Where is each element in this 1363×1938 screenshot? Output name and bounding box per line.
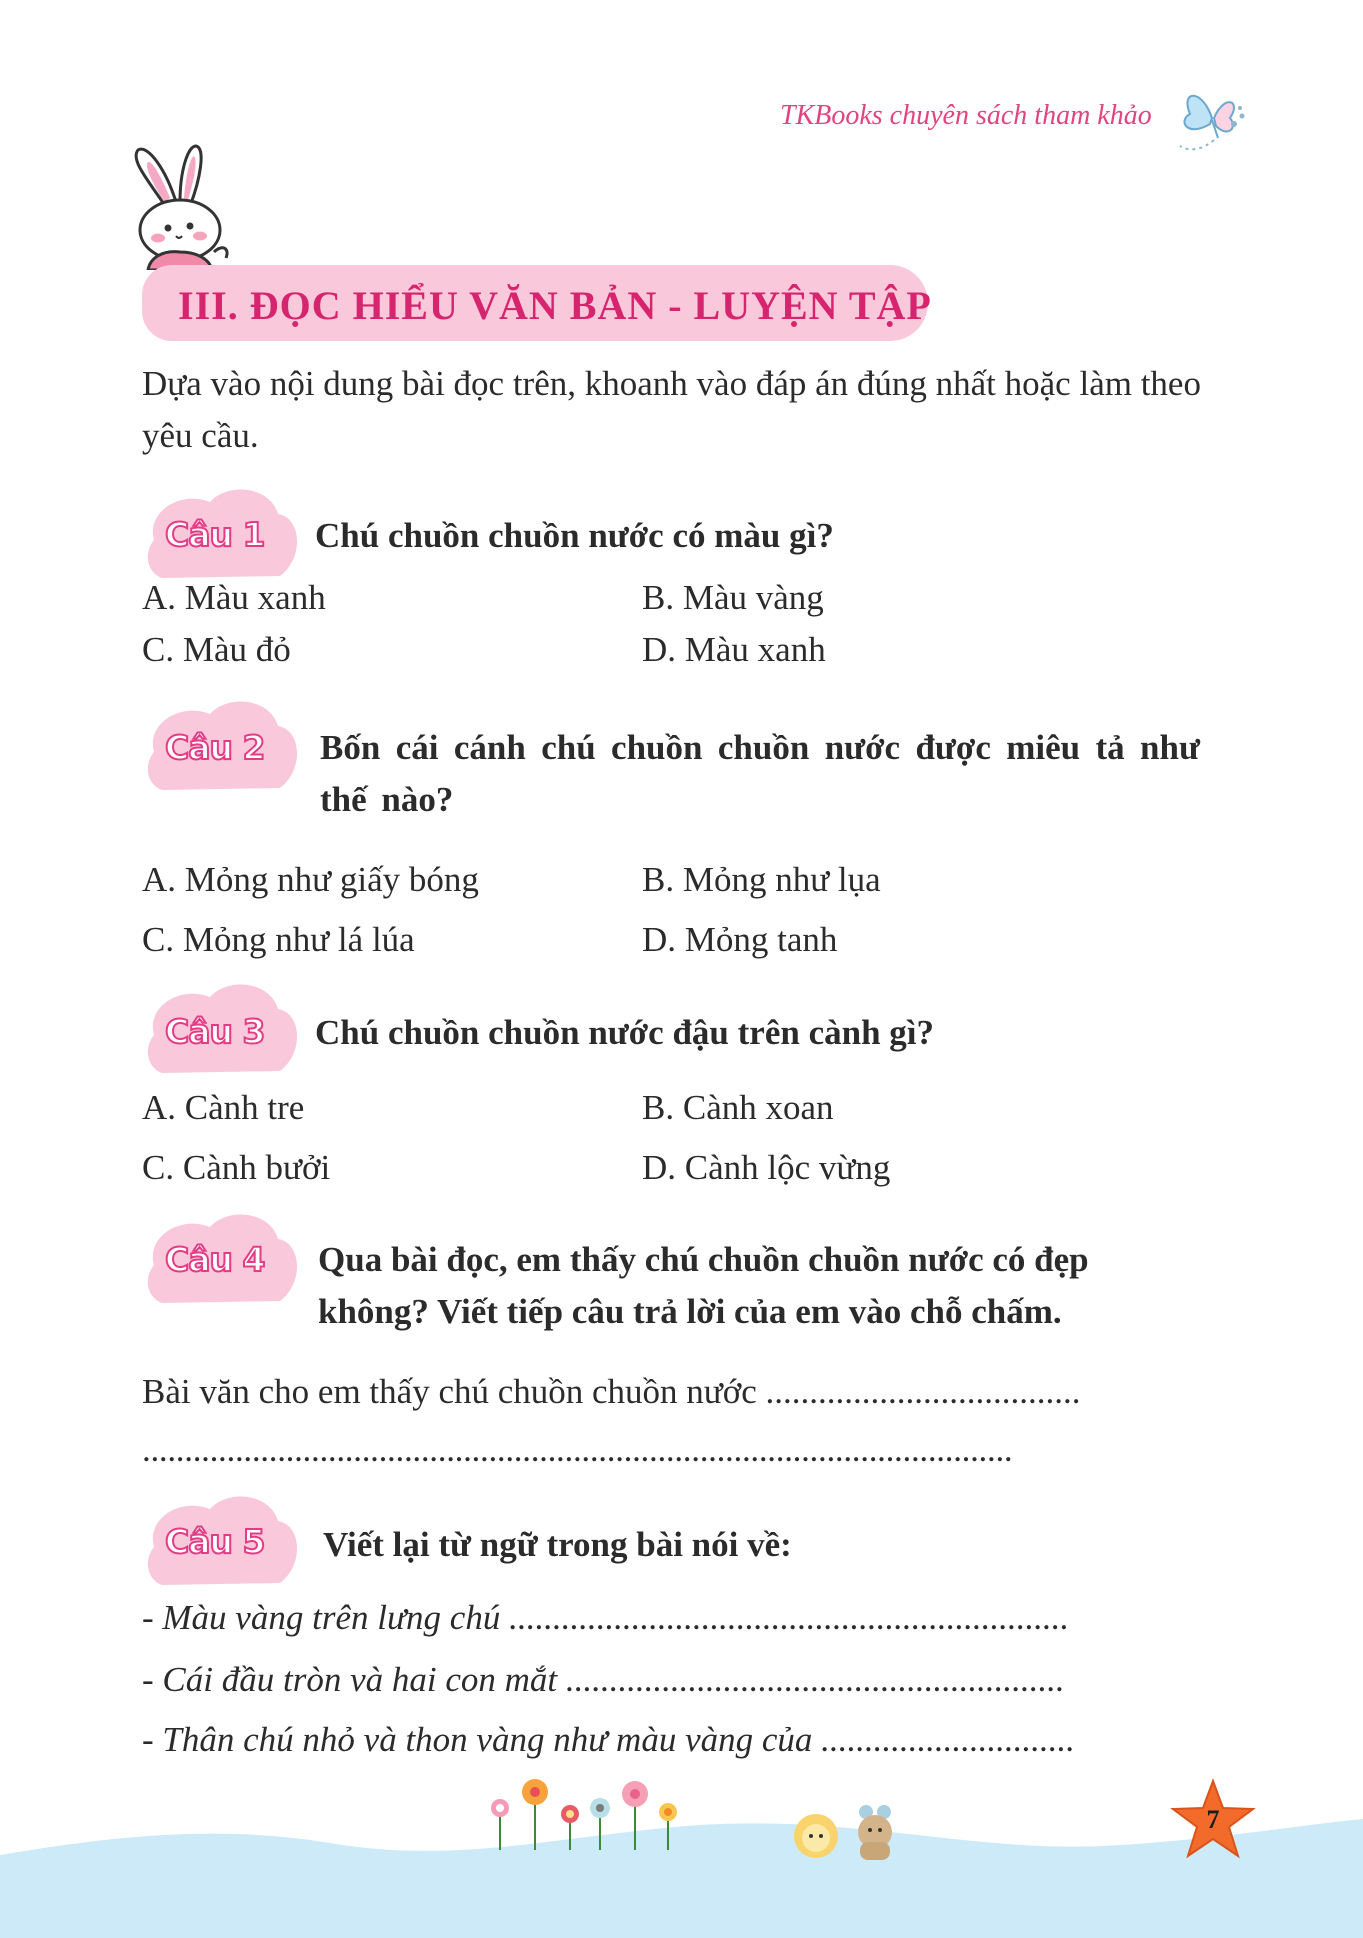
question-2-option-b[interactable]: B. Mỏng như lụa xyxy=(642,860,881,899)
question-1-option-c[interactable]: C. Màu đỏ xyxy=(142,630,291,669)
header-brand: TKBooks chuyên sách tham khảo xyxy=(780,100,1152,131)
page-number: 7 xyxy=(1206,1805,1220,1834)
question-2-option-a[interactable]: A. Mỏng như giấy bóng xyxy=(142,860,479,899)
question-4-label: Câu 4 xyxy=(165,1240,265,1279)
section-title: III. ĐỌC HIỂU VĂN BẢN - LUYỆN TẬP xyxy=(178,283,932,328)
question-2-option-c[interactable]: C. Mỏng như lá lúa xyxy=(142,920,415,959)
question-3-option-d[interactable]: D. Cành lộc vừng xyxy=(642,1148,891,1187)
question-3-text: Chú chuồn chuồn nước đậu trên cành gì? xyxy=(315,1013,935,1052)
question-4-answer-line-2[interactable]: ....................................................................................................... xyxy=(142,1430,1013,1469)
question-3-label: Câu 3 xyxy=(165,1012,265,1051)
question-5-line-2[interactable]: - Cái đầu tròn và hai con mắt ......................................................... xyxy=(142,1660,1065,1699)
question-1-text: Chú chuồn chuồn nước có màu gì? xyxy=(315,516,834,555)
bunny-icon xyxy=(118,140,238,270)
question-3-option-c[interactable]: C. Cành bưởi xyxy=(142,1148,331,1187)
question-1-label: Câu 1 xyxy=(165,515,265,554)
animals-decoration xyxy=(790,1802,900,1862)
question-5-line-1[interactable]: - Màu vàng trên lưng chú ................................................................ xyxy=(142,1598,1070,1637)
question-2-text: Bốn cái cánh chú chuồn chuồn nước được miêu tả như thế nào? xyxy=(320,728,1200,819)
question-3-option-a[interactable]: A. Cành tre xyxy=(142,1088,305,1127)
flowers-decoration xyxy=(480,1770,690,1852)
butterfly-icon xyxy=(1172,80,1262,160)
question-2-option-d[interactable]: D. Mỏng tanh xyxy=(642,920,838,959)
question-4-text: Qua bài đọc, em thấy chú chuồn chuồn nước có đẹp không? Viết tiếp câu trả lời của em vào chỗ chấm. xyxy=(318,1240,1089,1331)
question-2-label: Câu 2 xyxy=(165,728,265,767)
question-5-text: Viết lại từ ngữ trong bài nói về: xyxy=(323,1525,792,1564)
intro-text: Dựa vào nội dung bài đọc trên, khoanh vào đáp án đúng nhất hoặc làm theo yêu cầu. xyxy=(142,364,1201,455)
question-1-option-b[interactable]: B. Màu vàng xyxy=(642,578,824,617)
question-3-option-b[interactable]: B. Cành xoan xyxy=(642,1088,834,1127)
question-5-label: Câu 5 xyxy=(165,1522,265,1561)
question-1-option-d[interactable]: D. Màu xanh xyxy=(642,630,826,669)
question-4-answer-line-1[interactable]: Bài văn cho em thấy chú chuồn chuồn nước .................................... xyxy=(142,1372,1081,1411)
question-5-line-3[interactable]: - Thân chú nhỏ và thon vàng như màu vàng của ............................. xyxy=(142,1720,1075,1759)
question-1-option-a[interactable]: A. Màu xanh xyxy=(142,578,326,617)
